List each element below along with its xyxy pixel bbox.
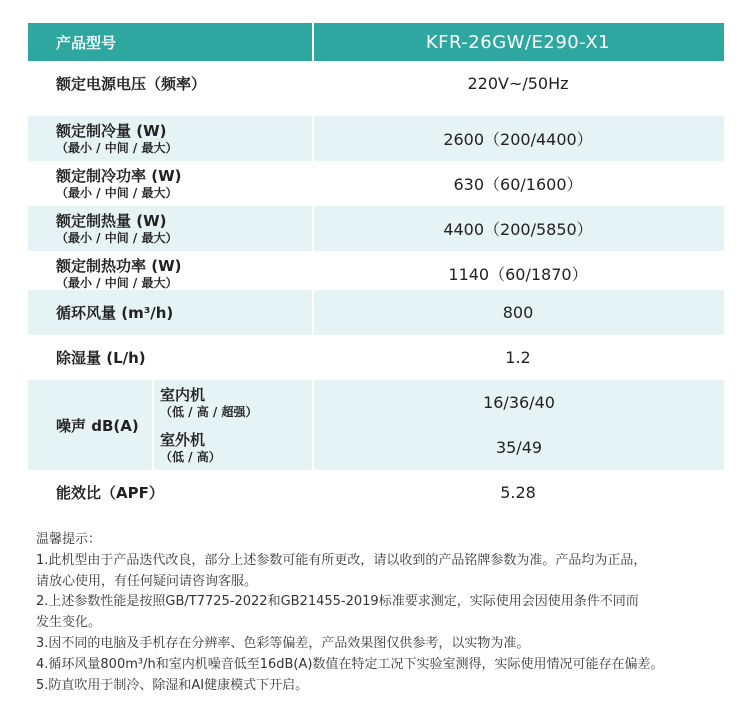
table-row-cooling-power <box>28 161 724 206</box>
table-header-row <box>28 23 724 61</box>
table-row-apf <box>28 470 724 515</box>
column-divider <box>312 23 314 515</box>
airflow-value: 800 <box>502 303 534 322</box>
heating-power-label: 额定制热功率 (W) <box>56 256 182 275</box>
apf-label: 能效比（APF） <box>56 483 164 502</box>
notes-line: 请放心使用，有任何疑问请咨询客服。 <box>36 573 258 589</box>
heating-capacity-sublabel: （最小 / 中间 / 最大） <box>56 230 178 245</box>
cooling-capacity-value: 2600（200/4400） <box>443 130 593 149</box>
notes-line: 4.循环风量800m³/h和室内机噪音低至16dB(A)数值在特定工况下实验室测得，实际使用情况可能存在偏差。 <box>36 656 664 672</box>
notes-section <box>36 530 726 696</box>
noise-outdoor-label: 室外机 <box>160 430 206 449</box>
table-row-dehumidify <box>28 335 724 380</box>
noise-outdoor-label-cell <box>154 425 312 470</box>
heating-capacity-value: 4400（200/5850） <box>443 220 593 239</box>
cooling-power-sublabel: （最小 / 中间 / 最大） <box>56 185 178 200</box>
spec-table <box>28 23 724 515</box>
header-label: 产品型号 <box>56 33 117 52</box>
notes-line: 1.此机型由于产品迭代改良，部分上述参数可能有所更改，请以收到的产品铭牌参数为准。产品均为正品， <box>36 552 647 568</box>
dehumidify-label: 除湿量 (L/h) <box>56 348 146 367</box>
notes-title: 温馨提示： <box>36 532 102 547</box>
heating-capacity-label: 额定制热量 (W) <box>56 211 167 230</box>
noise-indoor-label: 室内机 <box>160 385 206 404</box>
table-row-cooling-capacity <box>28 116 724 161</box>
cooling-power-value: 630（60/1600） <box>453 175 583 194</box>
heating-power-sublabel: （最小 / 中间 / 最大） <box>56 275 178 290</box>
noise-indoor-sublabel: （低 / 高 / 超强） <box>160 404 258 419</box>
noise-indoor-label-cell <box>154 380 312 425</box>
table-row-airflow <box>28 290 724 335</box>
dehumidify-value: 1.2 <box>505 348 531 367</box>
notes-line: 2.上述参数性能是按照GB/T7725-2022和GB21455-2019标准要求测定，实际使用会因使用条件不同而 <box>36 594 639 610</box>
voltage-label: 额定电源电压（频率） <box>56 74 207 93</box>
voltage-value: 220V~/50Hz <box>467 74 569 93</box>
table-row-voltage <box>28 61 724 106</box>
notes-line: 5.防直吹用于制冷、除湿和AI健康模式下开启。 <box>36 677 309 693</box>
noise-outdoor-value: 35/49 <box>495 438 543 457</box>
noise-indoor-value: 16/36/40 <box>483 393 555 412</box>
noise-label: 噪声 dB(A) <box>56 416 139 435</box>
cooling-capacity-label: 额定制冷量 (W) <box>56 121 167 140</box>
model-number: KFR-26GW/E290-X1 <box>425 31 611 53</box>
cooling-power-label: 额定制冷功率 (W) <box>56 166 182 185</box>
heating-power-value: 1140（60/1870） <box>448 265 588 284</box>
airflow-label: 循环风量 (m³/h) <box>56 303 174 322</box>
notes-line: 发生变化。 <box>36 615 102 631</box>
noise-outdoor-sublabel: （低 / 高） <box>160 449 221 464</box>
table-row-heating-capacity <box>28 206 724 251</box>
cooling-capacity-sublabel: （最小 / 中间 / 最大） <box>56 140 178 155</box>
notes-line: 3.因不同的电脑及手机存在分辨率、色彩等偏差，产品效果图仅供参考，以实物为准。 <box>36 635 530 651</box>
apf-value: 5.28 <box>500 483 536 502</box>
